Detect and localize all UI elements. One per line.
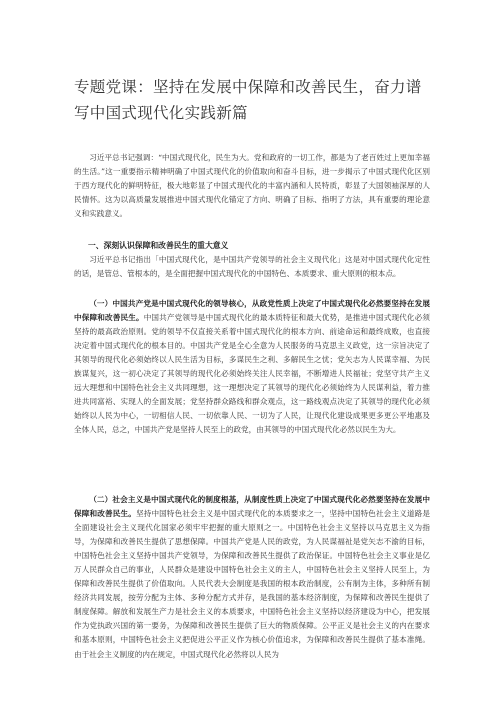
section-1-paragraph: 习近平总书记指出「中国式现代化，是中国共产党领导的社会主义现代化」这是对中国式现代化定性的话，是管总、管根本的，是全面把握中国式现代化的中国特色、本质要求、重大原则的根本点。 [74,255,430,279]
point-1-lead: （一）中国共产党是中国式现代化的领导核心，从政党性质上决定了中国式现代化必然要坚持在发展中保障和改善民生。 [74,299,430,323]
document-title: 专题党课：坚持在发展中保障和改善民生，奋力谱写中国式现代化实践新篇 [74,78,422,122]
point-2-body: 坚持中国特色社会主义是中国式现代化的本质要求之一，坚持中国特色社会主义道路是全面建设社会主义现代化国家必须牢牢把握的重大原则之一。中国特色社会主义坚持以马克思主义为指导，为保障和改善民生提供了思想保障。中国共产党是人民的政党，为人民谋福祉是党矢志不渝的目标，中国特色社会主义坚持中国共产党领导，为保障和改善民生提供了政治保证。中国特色社会主义事业是亿万人民群众自己的事业，人民群众是建设中国特色社会主义的主人，中国特色社会主义坚持人民至上，为保障和改善民生提供了价值取向。人民代表大会制度是我国的根本政治制度，公有制为主体，多种所有制经济共同发展，按劳分配为主体、多种分配方式并存，是我国的基本经济制度，为保障和改善民生提供了制度保障。解放和发展生产力是社会主义的本质要求，中国特色社会主义坚持以经济建设为中心，把发展作为党执政兴国的第一要务，为保障和改善民生提供了巨大的物质保障。公平正义是社会主义的内在要求和基本原则，中国特色社会主义把促进公平正义作为核心价值追求，为保障和改善民生提供了基本准绳。由于社会主义制度的内在规定，中国式现代化必然将以人民为 [74,509,431,659]
point-1-paragraph [74,297,430,437]
intro-paragraph: 习近平总书记强调：“中国式现代化，民生为大。党和政府的一切工作，都是为了老百姓过上更加幸福的生活。”这一重要指示精神明确了中国式现代化的价值取向和奋斗目标，进一步揭示了中国式现代化区别于西方现代化的鲜明特征，极大地彰显了中国式现代化的丰富内涵和人民特质，彰显了大国领袖深厚的人民情怀。这为以高质量发展推进中国式现代化锚定了方向、明确了目标、指明了方法，具有重要的理论意义和实践意义。 [74,153,430,219]
point-2-paragraph [74,493,430,662]
section-heading-1: 一、深刻认识保障和改善民生的重大意义 [88,241,229,250]
point-2-lead: （二）社会主义是中国式现代化的制度根基，从制度性质上决定了中国式现代化必然要坚持在发展中保障和改善民生。 [74,495,430,519]
point-1-body: 中国共产党领导是中国式现代化的最本质特征和最大优势，是推进中国式现代化必须坚持的最高政治原则。党的领导不仅直接关系着中国式现代化的根本方向、前途命运和最终成败，也直接决定着中国式现代化的根本目的。中国共产党是全心全意为人民服务的马克思主义政党，这一宗旨决定了其领导的现代化必须始终以人民生活为目标，多谋民生之利、多解民生之忧；党矢志为人民谋幸福、为民族谋复兴，这一初心决定了其领导的现代化必须始终关注人民幸福，不断增进人民福祉；党坚守共产主义远大理想和中国特色社会主义共同理想，这一理想决定了其领导的现代化必须始终为人民谋利益，着力推进共同富裕、实现人的全面发展；党坚持群众路线和群众观点，这一路线观点决定了其领导的现代化必须始终以人民为中心，一切相信人民、一切依靠人民、一切为了人民，让现代化建设成果更多更公平地惠及全体人民，总之，中国共产党是坚持人民至上的政党，由其领导的中国式现代化必然以民生为大。 [74,313,431,435]
